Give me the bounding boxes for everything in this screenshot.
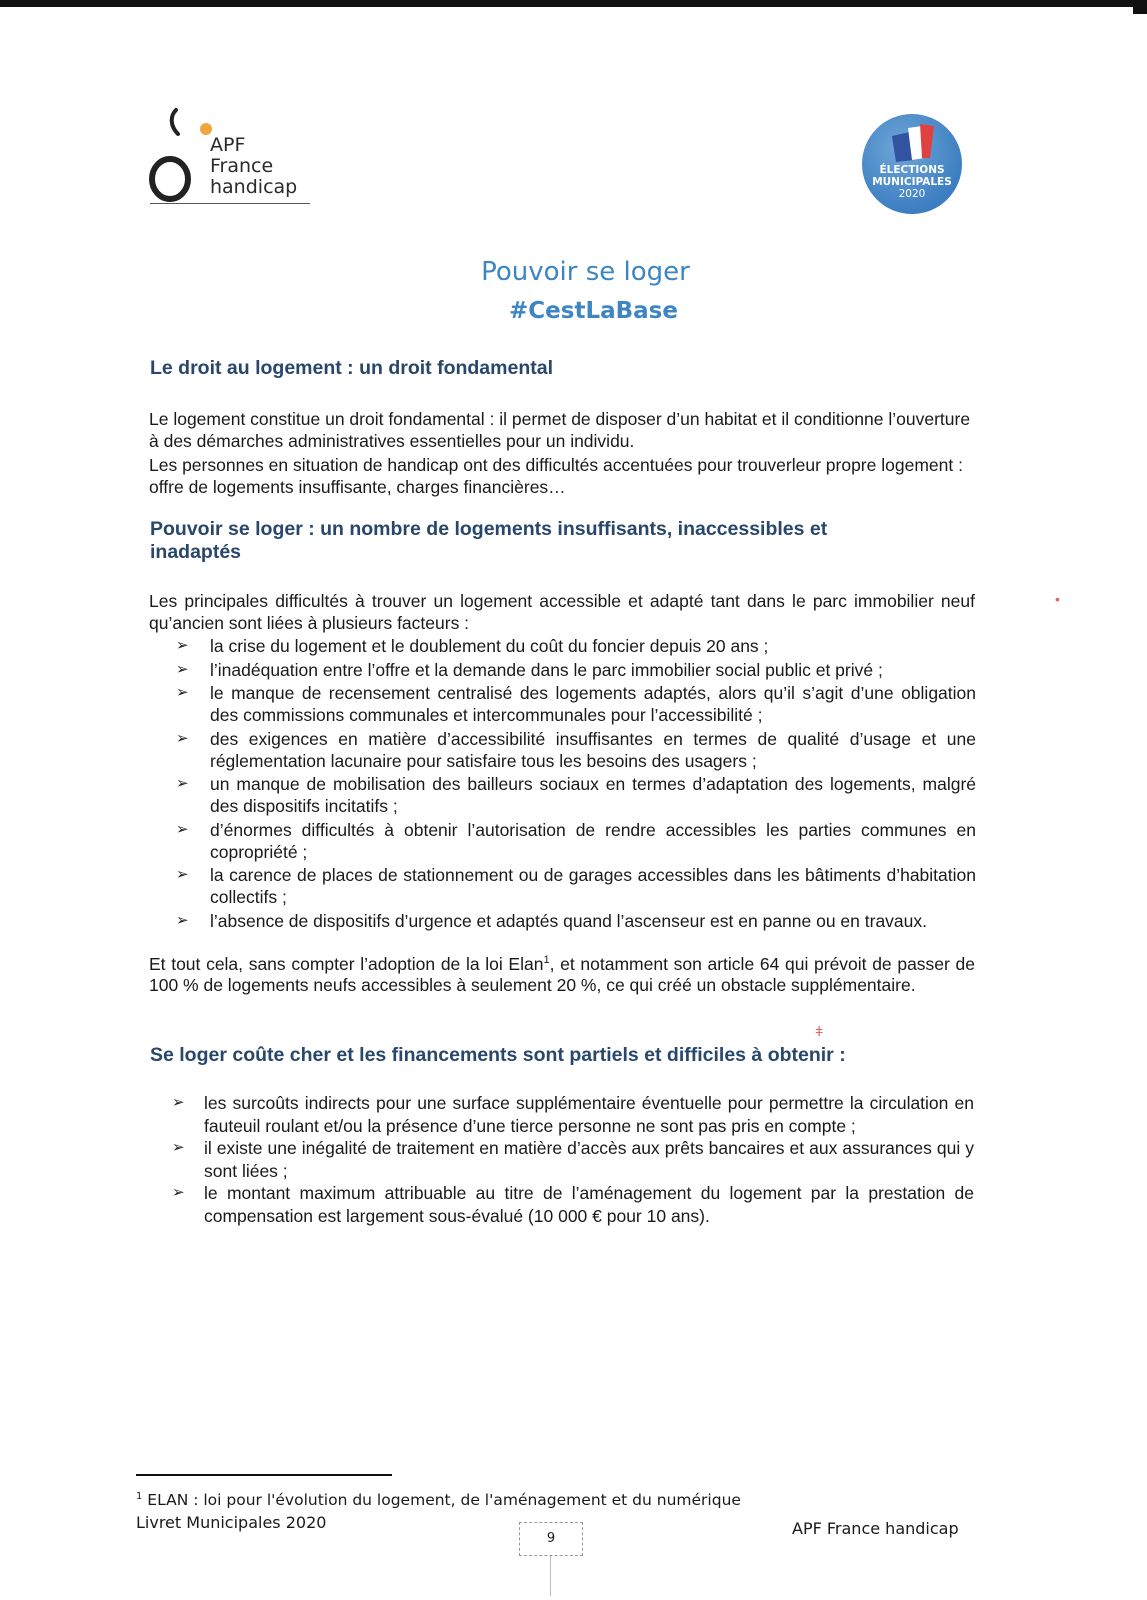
arrow-bullet-icon: ➢ [172,1139,185,1156]
section3-heading: Se loger coûte cher et les financements sont partiels et difficiles à obtenir : [150,1044,846,1066]
arrow-bullet-icon: ➢ [176,729,189,747]
scan-mark: ǂ [815,1023,824,1039]
arrow-bullet-icon: ➢ [176,775,189,792]
list-item [172,1137,974,1182]
list-item-text: d’énormes difficultés à obtenir l’autorisation de rendre accessibles les parties communes en copropriété ; [210,819,976,862]
elections-municipales-badge [862,114,962,214]
section3-list [172,1092,974,1227]
conclusion-text-start: Et tout cela, sans compter l’adoption de la loi Elan [149,953,544,974]
footnote-rule [136,1474,392,1476]
list-item-text: les surcoûts indirects pour une surface supplémentaire éventuelle pour permettre la circulation en fauteuil roulant et/ou la présence d’une tierce personne ne sont pas pris en compte ; [204,1093,974,1136]
list-item-text: l’absence de dispositifs d’urgence et adaptés quand l’ascenseur est en panne ou en travaux. [210,910,928,931]
footnote-text: ELAN : loi pour l'évolution du logement, de l'aménagement et du numérique [142,1491,741,1510]
list-item [176,659,976,681]
list-item [176,910,976,932]
page-title: Pouvoir se loger [481,257,690,287]
arrow-bullet-icon: ➢ [176,866,189,883]
list-item [176,773,976,817]
list-item-text: la carence de places de stationnement ou de garages accessibles dans les bâtiments d’habitation collectifs ; [210,865,976,907]
apf-logo-symbol-icon [148,106,218,206]
scan-top-edge [0,0,1147,7]
scan-corner [1133,0,1147,14]
list-item-text: il existe une inégalité de traitement en matière d’accès aux prêts bancaires et aux assurances qui y sont liées ; [204,1138,974,1181]
list-item-text: l’inadéquation entre l’offre et la demande dans le parc immobilier social public et privé ; [210,659,883,680]
badge-line-year: 2020 [898,188,926,200]
list-item [172,1092,974,1137]
section1-para2: Les personnes en situation de handicap ont des difficultés accentuées pour trouverleur propre logement : offre de logements insuffisante, charges financières… [149,455,963,497]
arrow-bullet-icon: ➢ [176,911,189,929]
list-item-text: des exigences en matière d’accessibilité insuffisantes en termes de qualité d’usage et une réglementation lacunaire pour satisfaire tous les besoins des usagers ; [210,728,976,771]
page-number: 9 [519,1522,583,1556]
footer-left: Livret Municipales 2020 [136,1513,327,1532]
logo-line-handicap: handicap [210,176,298,198]
section2-conclusion [149,950,975,997]
arrow-bullet-icon: ➢ [172,1184,185,1201]
arrow-bullet-icon: ➢ [176,820,189,838]
footnote-number: 1 [136,1491,143,1502]
arrow-bullet-icon: ➢ [176,637,189,654]
scan-mark: • [1055,591,1060,607]
list-item [176,682,976,726]
list-item-text: le montant maximum attribuable au titre de l’aménagement du logement par la prestation de compensation est largement sous-évalué (10 000 € pour 10 ans). [204,1183,974,1226]
arrow-bullet-icon: ➢ [176,660,189,678]
footnote-reference: 1 [543,954,550,966]
list-item [176,864,976,908]
list-item-text: un manque de mobilisation des bailleurs sociaux en termes d’adaptation des logements, malgré des dispositifs incitatifs ; [210,774,976,816]
list-item [176,819,976,863]
section1-para1: Le logement constitue un droit fondamental : il permet de disposer d’un habitat et il conditionne l’ouverture à des démarches administratives essentielles pour un individu. [149,409,971,451]
list-item [176,728,976,772]
arrow-bullet-icon: ➢ [172,1094,185,1111]
logo-line-apf: APF [210,134,246,156]
section2-list [176,635,976,933]
footnote [136,1491,741,1509]
logo-underline [150,203,310,204]
list-item [172,1182,974,1227]
section2-heading: Pouvoir se loger : un nombre de logements insuffisants, inaccessibles et inadaptés [150,518,828,563]
page-tick [550,1556,551,1596]
apf-logo-text [210,135,297,198]
arrow-bullet-icon: ➢ [176,684,189,701]
conclusion-text-end: , et notamment son article 64 qui prévoit de passer de 100 % de logements neufs accessibles à seulement 20 %, ce qui créé un obstacle supplémentaire. [149,953,976,996]
section2-intro: Les principales difficultés à trouver un logement accessible et adapté tant dans le parc immobilier neuf qu’ancien sont liées à plusieurs facteurs : [149,591,975,633]
badge-text [862,164,962,200]
page-hashtag: #CestLaBase [509,298,678,324]
badge-line-elections: ÉLECTIONS [879,164,945,176]
section1-heading: Le droit au logement : un droit fondamental [150,357,553,379]
list-item-text: le manque de recensement centralisé des logements adaptés, alors qu’il s’agit d’une obligation des commissions communales et intercommunales pour l’accessibilité ; [210,683,976,725]
logo-line-france: France [210,155,274,177]
footer-right: APF France handicap [792,1519,959,1538]
list-item-text: la crise du logement et le doublement du coût du foncier depuis 20 ans ; [210,636,769,656]
badge-line-municipales: MUNICIPALES [872,176,952,188]
apf-france-handicap-logo [148,106,323,206]
list-item [176,635,976,657]
